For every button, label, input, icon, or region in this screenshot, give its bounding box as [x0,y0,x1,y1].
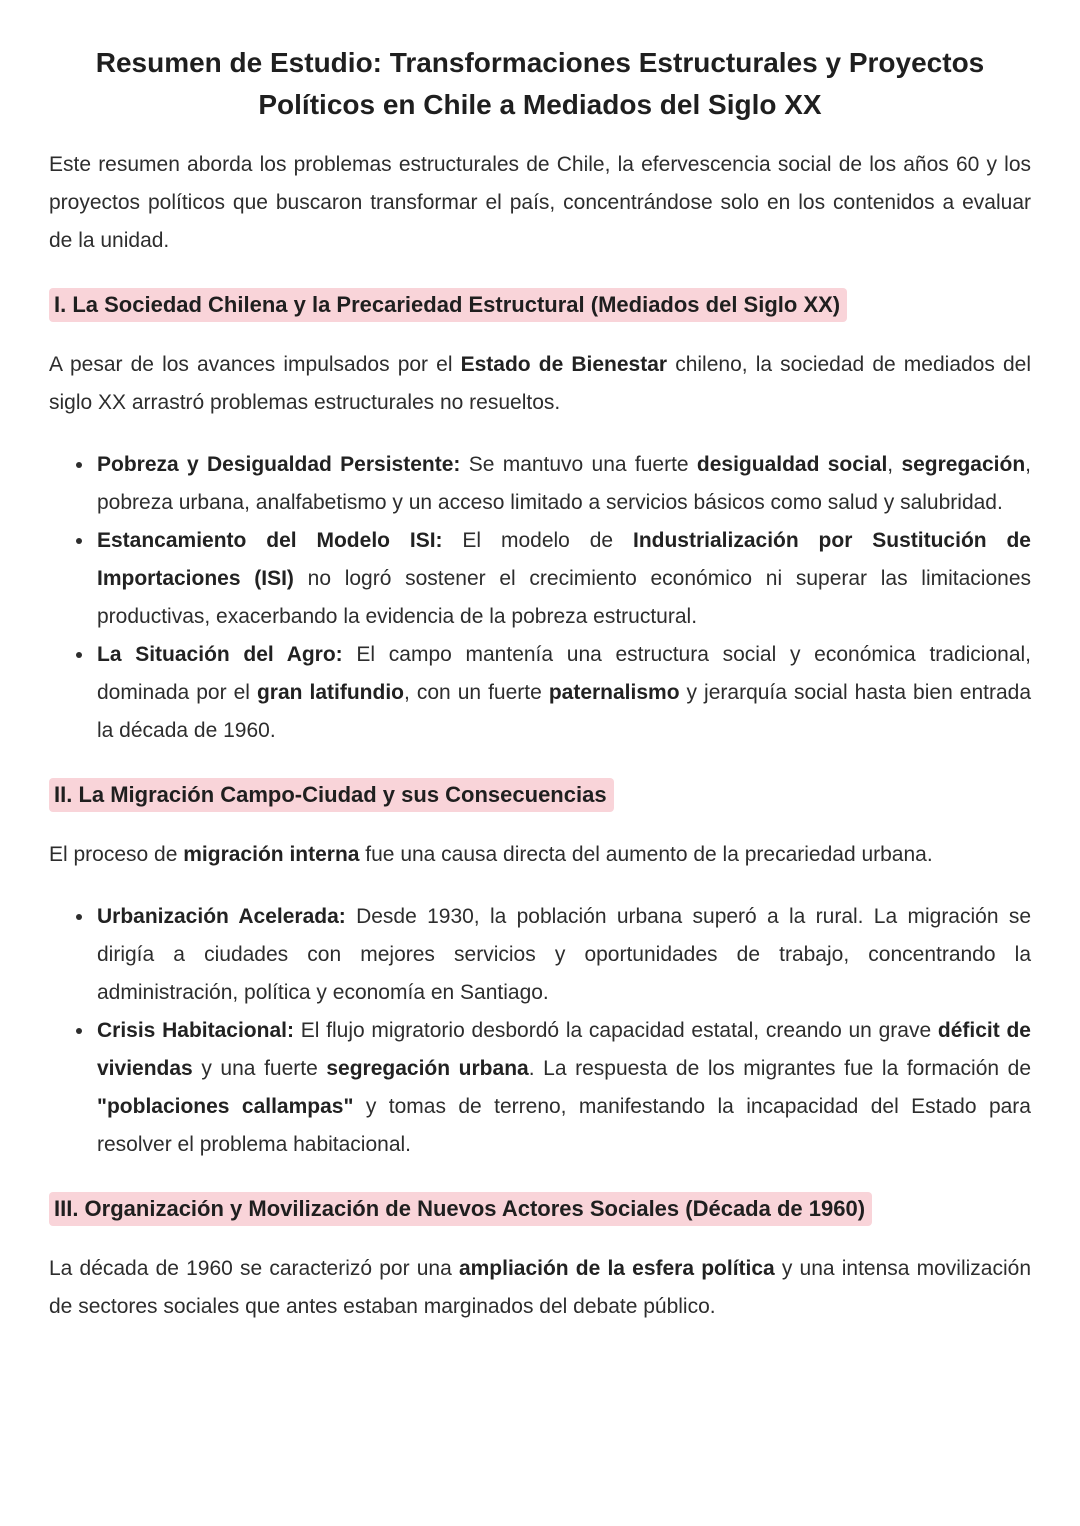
bullet-item-isi [95,522,1031,636]
bullet-item-crisis-habitacional [95,1012,1031,1164]
text-run: . La respuesta de los migrantes fue la formación de [528,1057,1032,1080]
bullet-item-agro [95,636,1031,750]
bold-term: Estado de Bienestar [460,353,668,376]
bold-term: La Situación del Agro: [97,643,343,666]
section-2-heading [49,780,1031,810]
bold-term: paternalismo [548,681,680,704]
text-run: , pobreza urbana, analfabetismo y un acceso limitado a servicios básicos como salud y salubridad. [97,453,1031,514]
text-run: y tomas de terreno, manifestando la incapacidad del Estado para resolver el problema habitacional. [97,1095,1031,1156]
text-run: chileno, la sociedad de mediados del siglo XX arrastró problemas estructurales no resueltos. [49,353,1031,414]
section-2-bullet-list [49,898,1031,1164]
text-run: El flujo migratorio desbordó la capacidad estatal, creando un grave [293,1019,938,1042]
bold-term: déficit de viviendas [97,1019,1031,1080]
text-run: Este resumen aborda los problemas estructurales de Chile, la efervescencia social de los años 60 y los proyectos políticos que buscaron transformar el país, concentrándose solo en los contenidos a evaluar de la unidad. [49,153,1031,252]
section-3-paragraph [49,1250,1031,1326]
text-run: El modelo de [442,529,633,552]
bold-term: Crisis Habitacional: [97,1019,294,1042]
document-title [49,42,1031,126]
section-1-heading [49,290,1031,320]
text-run: Desde 1930, la población urbana superó a la rural. La migración se dirigía a ciudades con mejores servicios y oportunidades de trabajo, concentrando la administración, política y economía en Santiago. [97,905,1031,1004]
text-run: y jerarquía social hasta bien entrada la década de 1960. [97,681,1031,742]
bold-term: segregación urbana [326,1057,529,1080]
text-run: no logró sostener el crecimiento económico ni superar las limitaciones productivas, exacerbando la evidencia de la pobreza estructural. [97,567,1032,628]
bold-term: ampliación de la esfera política [458,1257,775,1280]
bold-term: segregación [901,453,1026,476]
bold-term: Pobreza y Desigualdad Persistente: [97,453,461,476]
text-run: El proceso de [49,843,184,866]
bold-term: Urbanización Acelerada: [97,905,346,928]
section-1-heading-highlight: I. La Sociedad Chilena y la Precariedad Estructural (Mediados del Siglo XX) [49,288,847,322]
text-run: , [887,453,902,476]
intro-paragraph [49,146,1031,260]
bold-term: desigualdad social [696,453,888,476]
bold-term: migración interna [183,843,360,866]
section-3-heading-highlight: III. Organización y Movilización de Nuevos Actores Sociales (Década de 1960) [49,1192,872,1226]
document-title-line-1: Resumen de Estudio: Transformaciones Estructurales y Proyectos [95,47,985,78]
section-3-heading [49,1194,1031,1224]
text-run: y una intensa movilización de sectores sociales que antes estaban marginados del debate público. [49,1257,1032,1318]
document-title-line-2: Políticos en Chile a Mediados del Siglo XX [258,89,822,120]
bold-term: gran latifundio [256,681,404,704]
text-run: La década de 1960 se caracterizó por una [49,1257,459,1280]
section-2-paragraph [49,836,1031,874]
bold-term: Industrialización por Sustitución de Importaciones (ISI) [97,529,1031,590]
section-1-bullet-list [49,446,1031,750]
text-run: y una fuerte [192,1057,327,1080]
bold-term: Estancamiento del Modelo ISI: [97,529,443,552]
bullet-item-urbanizacion [95,898,1031,1012]
text-run: El campo mantenía una estructura social y económica tradicional, dominada por el [97,643,1031,704]
text-run: Se mantuvo una fuerte [460,453,697,476]
section-2-heading-highlight: II. La Migración Campo-Ciudad y sus Consecuencias [49,778,614,812]
section-1-paragraph [49,346,1031,422]
text-run: A pesar de los avances impulsados por el [49,353,461,376]
text-run: fue una causa directa del aumento de la precariedad urbana. [359,843,933,866]
text-run: , con un fuerte [404,681,549,704]
bullet-item-poverty [95,446,1031,522]
bold-term: "poblaciones callampas" [97,1095,354,1118]
